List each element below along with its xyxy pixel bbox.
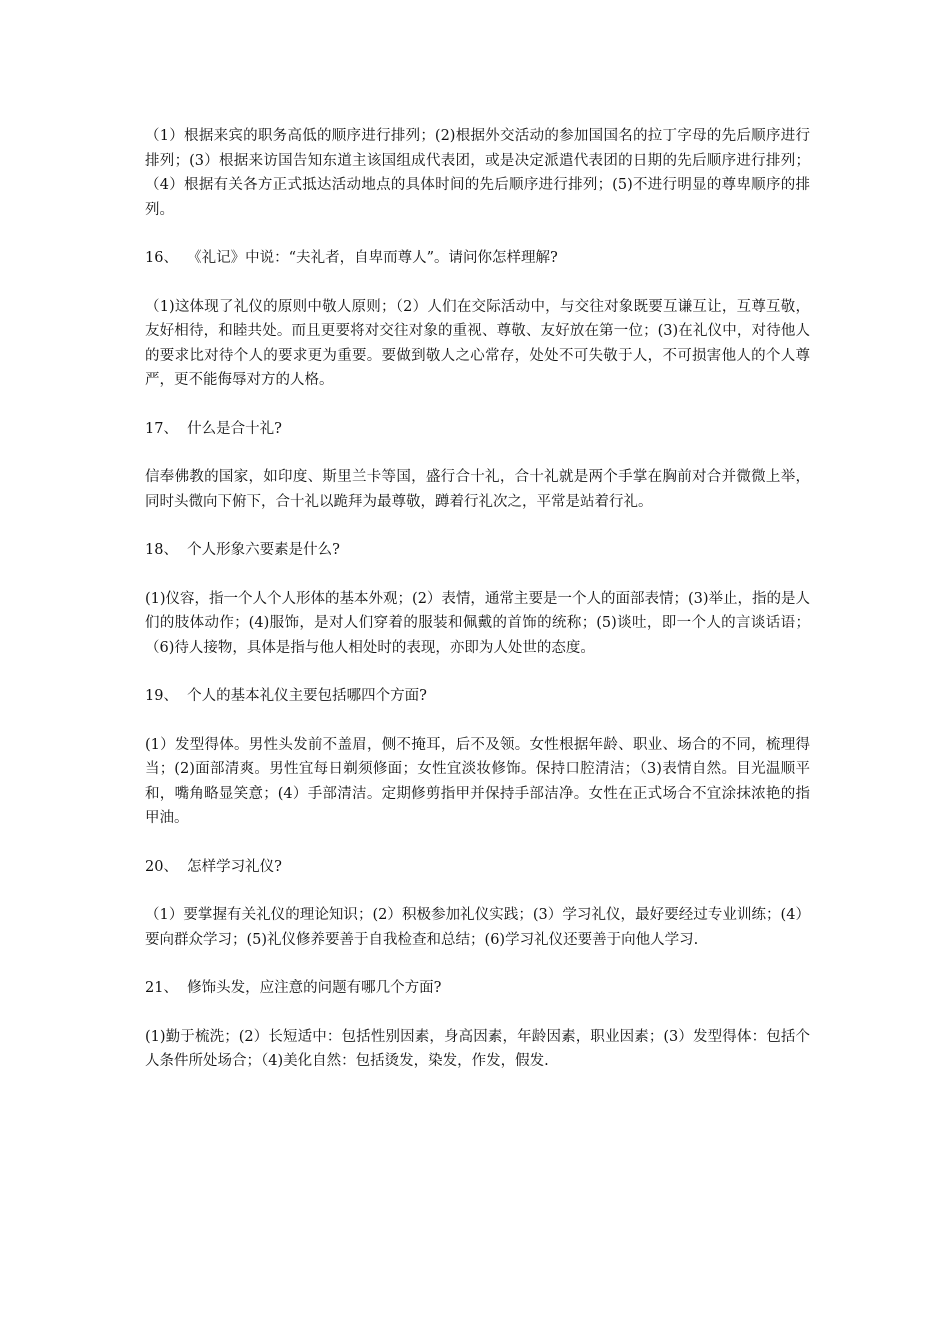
question-16: 16、 《礼记》中说：“夫礼者，自卑而尊人”。请问你怎样理解? bbox=[145, 250, 558, 266]
answer-paragraph: （1)这体现了礼仪的原则中敬人原则；（2）人们在交际活动中，与交往对象既要互谦互让，互尊互敬，友好相待，和睦共处。而且更要将对交往对象的重视、尊敬、友好放在第一位；(3)在礼仪中，对待他人的要求比对待个人的要求更为重要。要做到敬人之心常存，处处不可失敬于人，不可损害他人的个人尊严，更不能侮辱对方的人格。 bbox=[145, 298, 810, 388]
answer-paragraph: (1)勤于梳洗；(2）长短适中：包括性别因素，身高因素，年龄因素，职业因素；(3）发型得体：包括个人条件所处场合；（4)美化自然：包括烫发，染发，作发，假发. bbox=[145, 1028, 810, 1069]
answer-paragraph: （1）要掌握有关礼仪的理论知识；(2）积极参加礼仪实践；(3）学习礼仪，最好要经过专业训练；(4）要向群众学习；(5)礼仪修养要善于自我检查和总结；(6)学习礼仪还要善于向他人学习. bbox=[145, 907, 810, 948]
question-19: 19、 个人的基本礼仪主要包括哪四个方面? bbox=[145, 688, 427, 704]
answer-paragraph: （1）根据来宾的职务高低的顺序进行排列；(2)根据外交活动的参加国国名的拉丁字母的先后顺序进行排列；(3）根据来访国告知东道主该国组成代表团，或是决定派遣代表团的日期的先后顺序进行排列；（4）根据有关各方正式抵达活动地点的具体时间的先后顺序进行排列；(5)不进行明显的尊卑顺序的排列。 bbox=[145, 128, 810, 218]
question-21: 21、 修饰头发，应注意的问题有哪几个方面? bbox=[145, 980, 442, 996]
answer-paragraph: 信奉佛教的国家，如印度、斯里兰卡等国，盛行合十礼，合十礼就是两个手掌在胸前对合并微微上举，同时头微向下俯下，合十礼以跪拜为最尊敬，蹲着行礼次之，平常是站着行礼。 bbox=[145, 469, 810, 510]
question-18: 18、 个人形象六要素是什么? bbox=[145, 542, 340, 558]
question-20: 20、 怎样学习礼仪? bbox=[145, 858, 282, 875]
answer-paragraph: (1）发型得体。男性头发前不盖眉，侧不掩耳，后不及领。女性根据年龄、职业、场合的不同，梳理得当；(2)面部清爽。男性宜每日剃须修面；女性宜淡妆修饰。保持口腔清洁；（3)表情自然。目光温顺平和，嘴角略显笑意；(4）手部清洁。定期修剪指甲并保持手部洁净。女性在正式场合不宜涂抹浓艳的指甲油。 bbox=[145, 736, 810, 826]
answer-paragraph: (1)仪容，指一个人个人形体的基本外观；(2）表情，通常主要是一个人的面部表情；(3)举止，指的是人们的肢体动作；(4)服饰，是对人们穿着的服装和佩戴的首饰的统称；(5)谈吐，即一个人的言谈话语；（6)待人接物，具体是指与他人相处时的表现，亦即为人处世的态度。 bbox=[145, 590, 810, 656]
document-page bbox=[145, 124, 810, 1098]
question-17: 17、 什么是合十礼? bbox=[145, 420, 282, 437]
